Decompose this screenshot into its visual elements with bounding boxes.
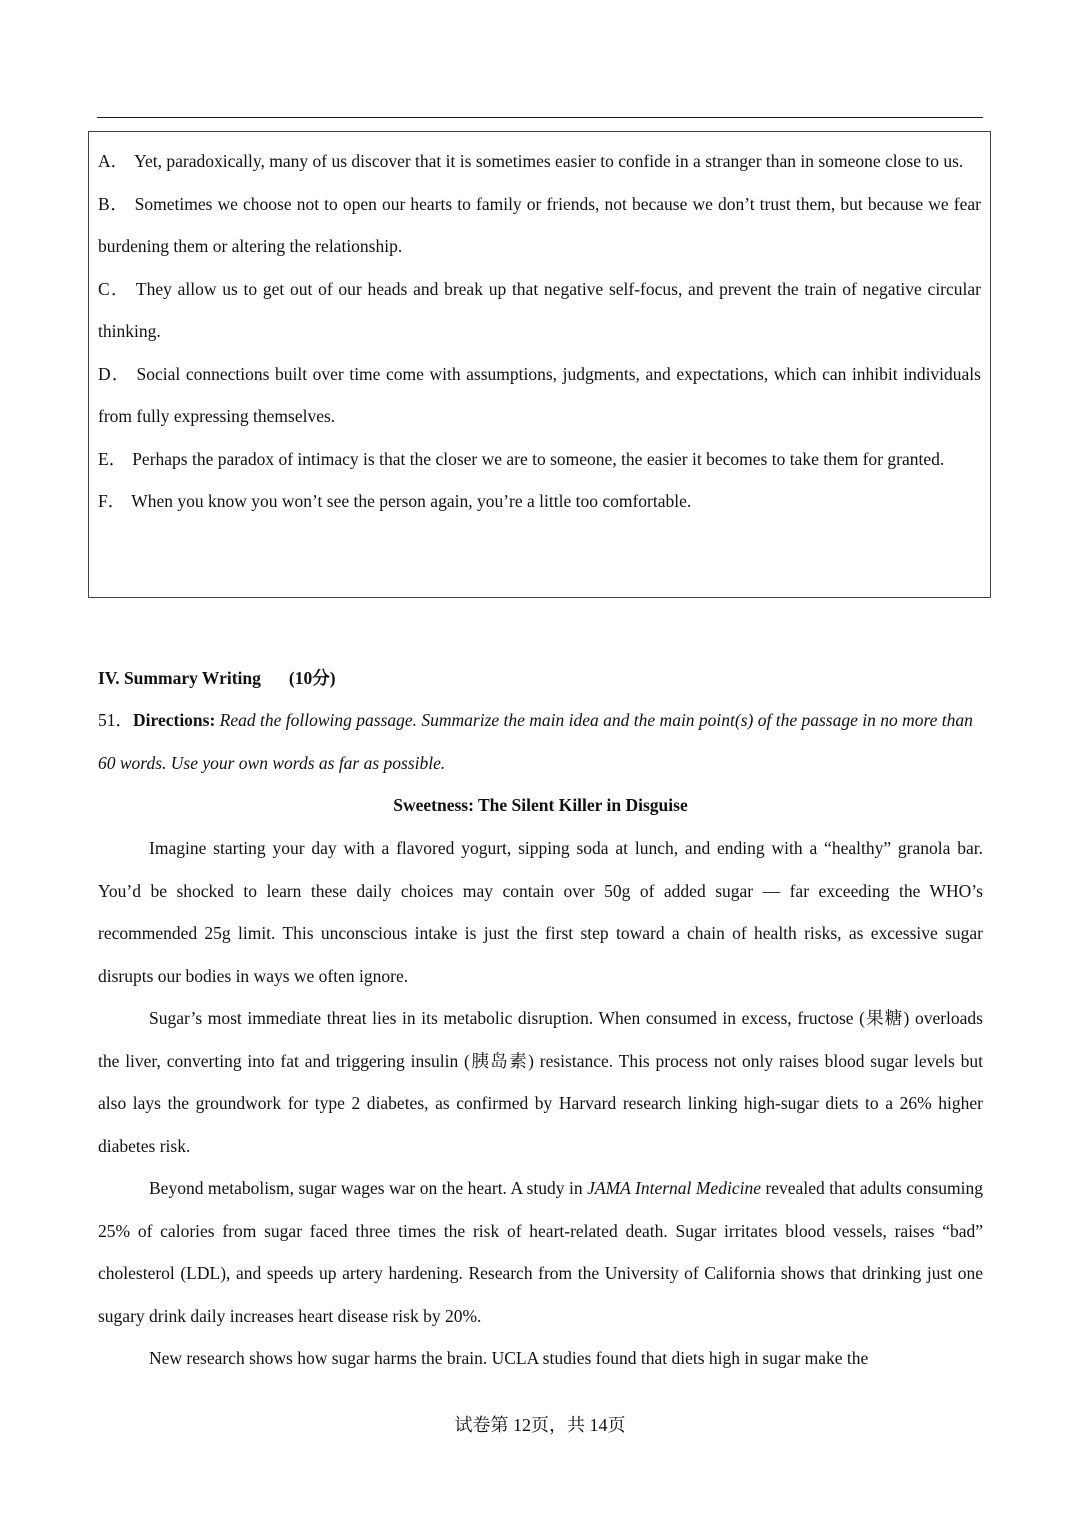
option-text: Yet, paradoxically, many of us discover that it is sometimes easier to confide in a stranger than in someone close to us.: [134, 151, 964, 171]
directions-label: Directions:: [133, 710, 216, 730]
option-text: Perhaps the paradox of intimacy is that the closer we are to someone, the easier it becomes to take them for granted.: [132, 448, 945, 469]
option-text: When you know you won’t see the person again, you’re a little too comfortable.: [131, 491, 692, 511]
option-c: [98, 268, 981, 353]
passage-body: [98, 827, 983, 1380]
paragraph-text: revealed that adults consuming 25% of calories from sugar faced three times the risk of heart-related death. Sugar irritates blood vessels, raises “bad” cholesterol (LDL), and speeds up artery hardening. Research from the University of California shows that drinking just one sugary drink daily increases heart disease risk by 20%.: [98, 1178, 983, 1326]
option-d: [98, 353, 981, 438]
option-text: Sometimes we choose not to open our hearts to family or friends, not because we don’t trust them, but because we fear burdening them or altering the relationship.: [98, 193, 981, 256]
directions-text: Read the following passage. Summarize the main idea and the main point(s) of the passage in no more than 60 words. Use your own words as far as possible.: [98, 710, 973, 773]
option-letter: C．: [98, 278, 130, 299]
passage-paragraph-4: New research shows how sugar harms the brain. UCLA studies found that diets high in sugar make the: [149, 1348, 869, 1368]
option-f: [98, 480, 981, 523]
directions: [98, 699, 983, 784]
section-points: (10分): [288, 668, 336, 688]
paragraph-text: Beyond metabolism, sugar wages war on the heart. A study in: [149, 1178, 588, 1198]
option-letter: A．: [98, 151, 129, 171]
option-letter: E．: [98, 448, 127, 469]
journal-name: JAMA Internal Medicine: [587, 1178, 761, 1198]
option-letter: F．: [98, 491, 126, 511]
question-number: 51．: [98, 710, 133, 730]
option-text: Social connections built over time come with assumptions, judgments, and expectations, which can inhibit individuals from fully expressing themselves.: [98, 363, 981, 426]
passage-paragraph-1: Imagine starting your day with a flavored yogurt, sipping soda at lunch, and ending with a “healthy” granola bar. You’d be shocked to learn these daily choices may contain over 50g of added sugar — far exceeding the WHO’s recommended 25g limit. This unconscious intake is just the first step toward a chain of health risks, as excessive sugar disrupts our bodies in ways we often ignore.: [98, 838, 983, 986]
passage-title: Sweetness: The Silent Killer in Disguise: [393, 795, 688, 815]
option-letter: B．: [98, 193, 129, 214]
passage-paragraph-3: [98, 1167, 983, 1337]
header-rule: [97, 117, 983, 118]
passage-paragraph-2: Sugar’s most immediate threat lies in its metabolic disruption. When consumed in excess, fructose (果糖) overloads the liver, converting into fat and triggering insulin (胰岛素) resistance. This process not only raises blood sugar levels but also lays the groundwork for type 2 diabetes, as confirmed by Harvard research linking high-sugar diets to a 26% higher diabetes risk.: [98, 1008, 983, 1156]
option-text: They allow us to get out of our heads and break up that negative self-focus, and prevent the train of negative circular thinking.: [98, 278, 981, 341]
options-box: [88, 131, 991, 598]
section-title: IV. Summary Writing: [98, 668, 261, 688]
section-heading: [98, 660, 336, 696]
option-letter: D．: [98, 363, 131, 384]
option-e: [98, 438, 981, 481]
option-b: [98, 183, 981, 268]
option-a: [98, 140, 981, 183]
page-footer: 试卷第 12页，共 14页: [454, 1415, 626, 1435]
